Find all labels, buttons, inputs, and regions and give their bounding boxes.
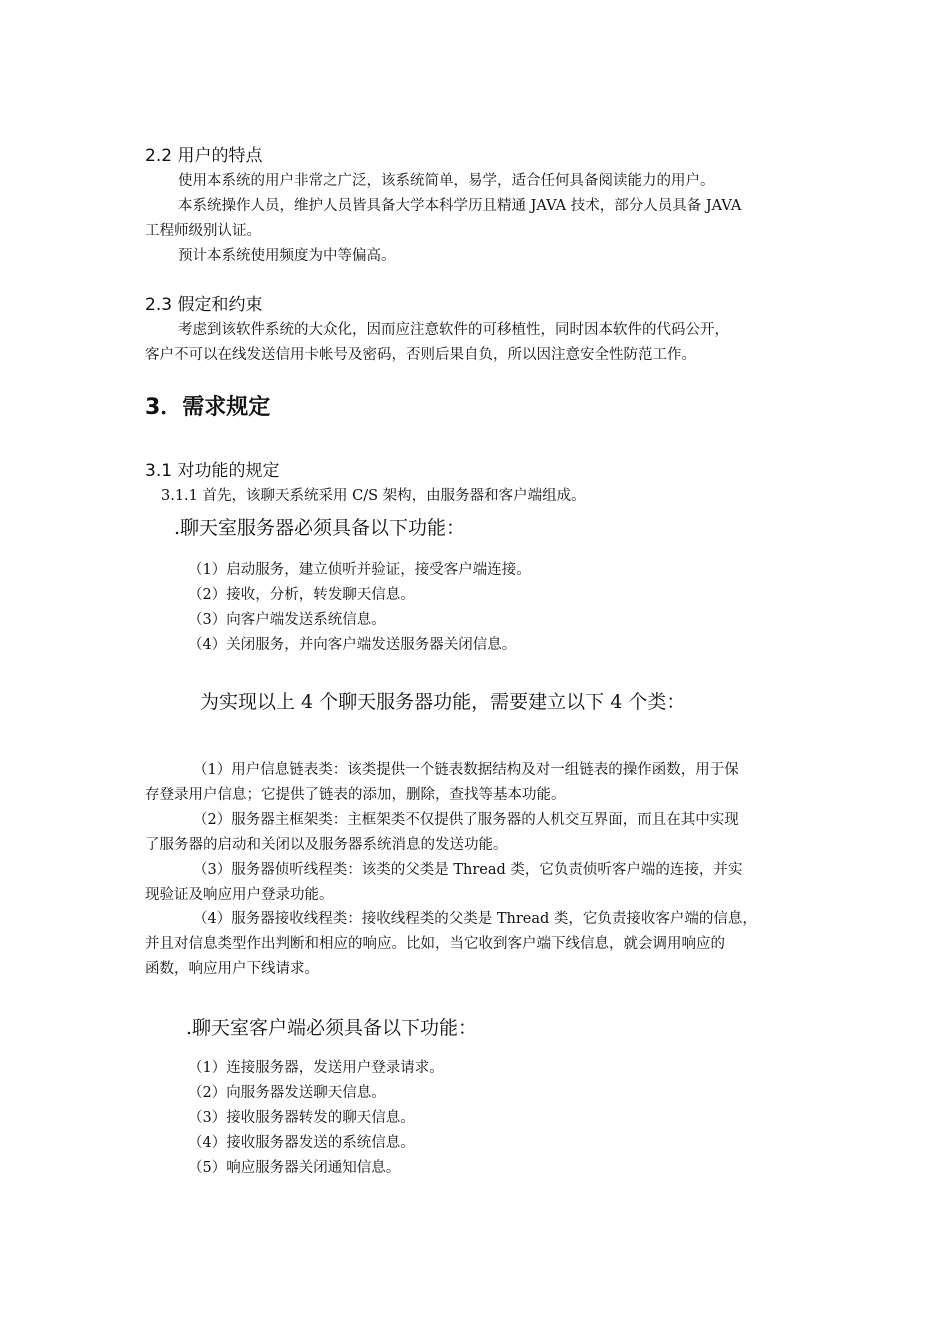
section-heading-2-2: 2.2 用户的特点 bbox=[145, 146, 263, 166]
client-item: （3）接收服务器转发的聊天信息。 bbox=[188, 1110, 415, 1126]
paragraph: 使用本系统的用户非常之广泛，该系统简单，易学，适合任何具备阅读能力的用户。 bbox=[178, 173, 715, 189]
class-item-continuation: 现验证及响应用户登录功能。 bbox=[145, 887, 334, 903]
class-item: （3）服务器侦听线程类：该类的父类是 Thread 类，它负责侦听客户端的连接，并实 bbox=[193, 862, 743, 878]
chapter-heading-3: 3．需求规定 bbox=[145, 395, 271, 420]
class-item-continuation: 存登录用户信息；它提供了链表的添加，删除，查找等基本功能。 bbox=[145, 787, 566, 803]
section-heading-3-1: 3.1 对功能的规定 bbox=[145, 461, 280, 481]
class-item: （1）用户信息链表类：该类提供一个链表数据结构及对一组链表的操作函数，用于保 bbox=[193, 762, 739, 778]
paragraph: 考虑到该软件系统的大众化，因而应注意软件的可移植性，同时因本软件的代码公开， bbox=[178, 322, 729, 338]
server-item: （4）关闭服务，并向客户端发送服务器关闭信息。 bbox=[188, 637, 517, 653]
class-item-continuation: 并且对信息类型作出判断和相应的响应。比如，当它收到客户端下线信息，就会调用响应的 bbox=[145, 936, 725, 952]
paragraph-continuation: 客户不可以在线发送信用卡帐号及密码，否则后果自负，所以因注意安全性防范工作。 bbox=[145, 347, 696, 363]
classes-title: 为实现以上 4 个聊天服务器功能，需要建立以下 4 个类： bbox=[200, 691, 686, 713]
client-item: （4）接收服务器发送的系统信息。 bbox=[188, 1135, 415, 1151]
paragraph: 本系统操作人员，维护人员皆具备大学本科学历且精通 JAVA 技术，部分人员具备 JAVA bbox=[178, 198, 742, 214]
paragraph: 预计本系统使用频度为中等偏高。 bbox=[178, 248, 396, 264]
intro-line: 3.1.1 首先，该聊天系统采用 C/S 架构，由服务器和客户端组成。 bbox=[161, 488, 586, 504]
class-item: （2）服务器主框架类：主框架类不仅提供了服务器的人机交互界面，而且在其中实现 bbox=[193, 812, 739, 828]
server-item: （2）接收，分析，转发聊天信息。 bbox=[188, 587, 415, 603]
client-item: （1）连接服务器，发送用户登录请求。 bbox=[188, 1060, 444, 1076]
server-functions-title: .聊天室服务器必须具备以下功能： bbox=[174, 517, 466, 539]
client-functions-title: .聊天室客户端必须具备以下功能： bbox=[186, 1017, 478, 1039]
client-item: （5）响应服务器关闭通知信息。 bbox=[188, 1160, 401, 1176]
class-item-continuation: 了服务器的启动和关闭以及服务器系统消息的发送功能。 bbox=[145, 837, 508, 853]
section-heading-2-3: 2.3 假定和约束 bbox=[145, 295, 263, 315]
server-item: （1）启动服务，建立侦听并验证，接受客户端连接。 bbox=[188, 562, 531, 578]
class-item: （4）服务器接收线程类：接收线程类的父类是 Thread 类，它负责接收客户端的信息， bbox=[193, 911, 757, 927]
class-item-continuation: 函数，响应用户下线请求。 bbox=[145, 961, 319, 977]
client-item: （2）向服务器发送聊天信息。 bbox=[188, 1085, 386, 1101]
paragraph-continuation: 工程师级别认证。 bbox=[145, 223, 261, 239]
server-item: （3）向客户端发送系统信息。 bbox=[188, 612, 386, 628]
